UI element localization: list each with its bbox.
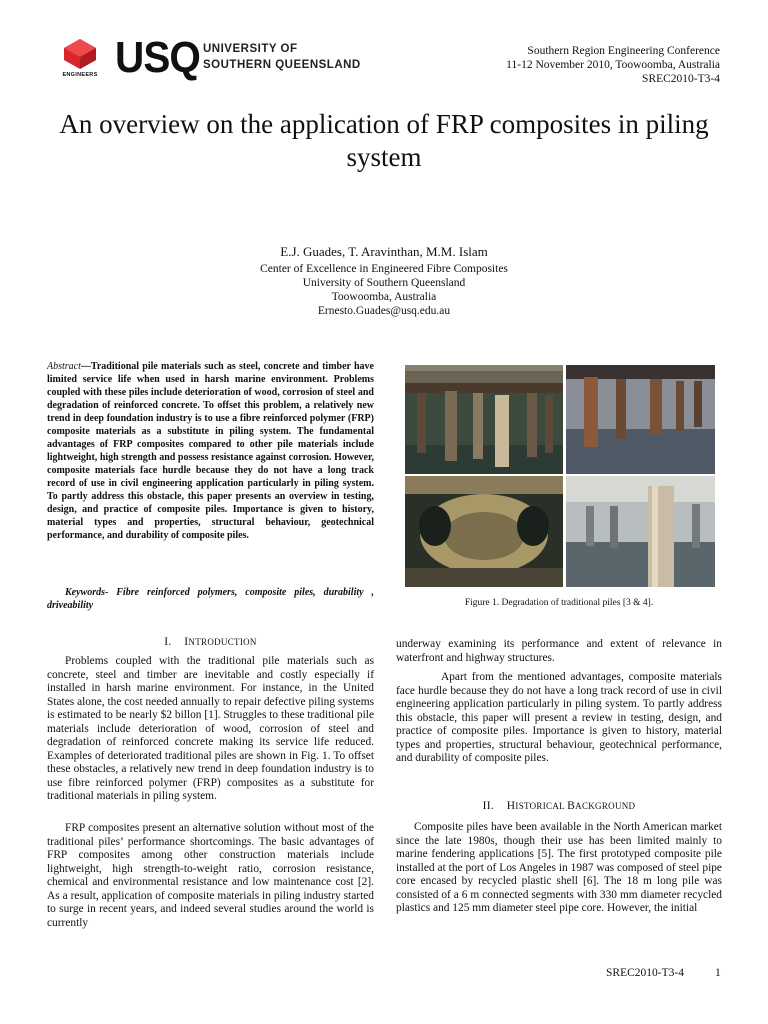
conference-name: Southern Region Engineering Conference [527, 45, 720, 57]
figure-photo-timber-piles [405, 365, 563, 474]
affiliation-center: Center of Excellence in Engineered Fibre Composites [260, 263, 508, 275]
affiliation-university: University of Southern Queensland [302, 277, 466, 289]
history-paragraph-1: Composite piles have been available in the North American market since the late 1980s, though their use has been limited mainly to marine fendering applications [5]. The first prototyped composite pile installed at the port of Los Angeles in 1987 was composed of steel pipe core encased by recycled plastic shell [6]. The 18 m long pile was consisted of a 6 m connected segments with 330 mm diameter recycled plastics and 125 mm diameter steel pipe core. However, the initial [396, 821, 722, 914]
intro-paragraph-2: FRP composites present an alternative solution without most of the traditional piles’ performance shortcomings. The basic advantages of FRP composites among other construction materials include lightweight, high strength-to-weight ratio, corrosion resistance, chemical and environmental resistance and low maintenance cost [2]. As a result, application of composite materials in piling industry started to surge in recent years, and indeed several studies around the world is currently [47, 822, 374, 929]
section-heading-introduction [47, 636, 374, 648]
abstract-lead: Abstract [47, 361, 81, 372]
university-name [203, 41, 361, 73]
university-name-line2: SOUTHERN QUEENSLAND [203, 59, 361, 71]
intro-paragraph-1: Problems coupled with the traditional pile materials such as concrete, steel and timber are inevitable and costly especially if installed in harsh marine environment. For instance, in the United States alone, the cost needed annually to repair defective piling systems is estimated to be nearly $2 billon [1]. Struggles to these traditional pile materials include deterioration of wood, corrosion of steel and degradation of reinforced concrete making its service life reduced. Examples of deteriorated traditional piles are shown in Fig. 1. To offset these obstacles, a relatively new trend in deep foundation industry is to use fibre reinforced polymer (FRP) composites as a substitute for traditional materials in piling system. [47, 655, 374, 802]
section-heading-historical-background [396, 800, 722, 812]
figure-photo-wharf-piles [566, 365, 715, 474]
figure-caption: Figure 1. Degradation of traditional piles [3 & 4]. [464, 598, 654, 608]
section-number: II. [482, 800, 495, 812]
conference-paper-code: SREC2010-T3-4 [642, 73, 720, 85]
keywords: Keywords- Fibre reinforced polymers, composite piles, durability , driveability [47, 587, 374, 611]
intro-paragraph-2-continued: underway examining its performance and extent of relevance in waterfront and highway structures. [396, 638, 722, 664]
section-title-rest: ACKGROUND [575, 801, 636, 811]
section-title-initial: I [184, 636, 189, 648]
university-name-line1: UNIVERSITY OF [203, 43, 298, 55]
figure-photo-corroded-pile [566, 476, 715, 587]
logo-subtext: ENGINEERS [62, 72, 98, 78]
figure-photo-concrete-pile-cap [405, 476, 563, 587]
conference-info [506, 44, 720, 86]
section-title-initial-2: B [567, 800, 576, 812]
usq-shield-logo-icon [58, 38, 102, 72]
author-list: E.J. Guades, T. Aravinthan, M.M. Islam [280, 244, 488, 259]
section-title-initial: H [506, 800, 516, 812]
intro-paragraph-3: Apart from the mentioned advantages, composite materials face hurdle because they do not have a long track record of use in civil engineering application particularly in piling system. To partly address this obstacle, this paper will present a review in testing, design, and practice of composite piles. Importance is given to history, material types and properties, structural behaviour, geotechnical performance, and durability of composite piles. [396, 671, 722, 764]
affiliation [0, 262, 768, 318]
footer-paper-code: SREC2010-T3-4 [606, 967, 684, 979]
affiliation-location: Toowoomba, Australia [331, 291, 437, 303]
section-title-mid: ISTORICAL [515, 801, 568, 811]
author-email: Ernesto.Guades@usq.edu.au [317, 305, 451, 317]
conference-date-place: 11-12 November 2010, Toowoomba, Australia [506, 59, 720, 71]
section-number: I. [164, 636, 172, 648]
usq-wordmark: USQ [115, 33, 200, 82]
abstract [47, 360, 374, 542]
page-number: 1 [715, 967, 721, 979]
abstract-text: —Traditional pile materials such as steel, concrete and timber have limited service life when used in harsh marine environment. Problems coupled with these piles include deterioration of wood, corrosion of steel and degradation of reinforced concrete. To offset this problem, a relatively new trend in deep foundation industry is to use a fibre reinforced polymer (FRP) composite materials as a substitute in piling system. The fundamental advantages of FRP composites compared to other pile materials include lightweight, high strength and possess resistance against corrosion. However, composite materials face hurdle because they do not have a long track record of use in civil engineering application particularly in piling system. To partly address this obstacle, this paper presents an overview in testing, design, and practice of composite piles. Importance is given to history, material types and properties, structural behaviour, geotechnical performance, and durability of composite piles. [47, 361, 374, 541]
paper-title: An overview on the application of FRP composites in piling system [59, 109, 709, 172]
section-title-rest: NTRODUCTION [188, 637, 257, 647]
